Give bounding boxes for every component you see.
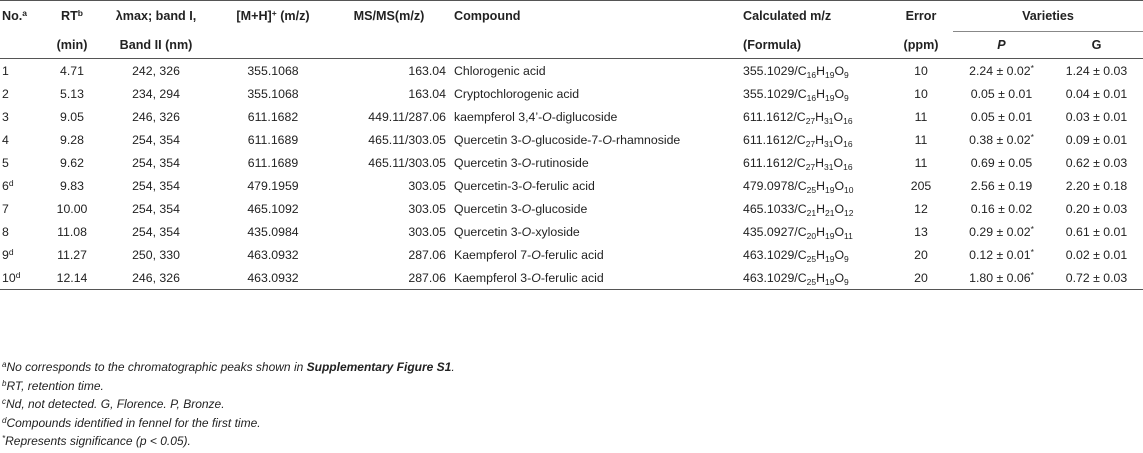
formula-count: 21: [824, 207, 835, 218]
cell-compound: [446, 128, 739, 151]
compound-part: Cryptochlorogenic acid: [454, 86, 580, 101]
header-variety-g: G: [1050, 32, 1143, 59]
variety-p-value: 0.05 ± 0.01: [970, 109, 1033, 124]
header-mh-blank: [214, 32, 332, 59]
cell-rt: 9.62: [60, 155, 84, 170]
cell-msms: 303.05: [408, 224, 446, 239]
footnote-b: $^b$RT, retention time.: [2, 378, 104, 393]
cell-mh: 611.1689: [247, 155, 299, 170]
cell-variety-g: 0.04 ± 0.01: [1065, 86, 1128, 101]
cell-error: 12: [914, 201, 928, 216]
no-superscript: d: [8, 177, 14, 188]
cell-error: 10: [914, 86, 928, 101]
cell-variety-g: 0.03 ± 0.01: [1065, 109, 1128, 124]
header-error: Error: [889, 1, 953, 32]
significance-mark: *: [1030, 223, 1034, 234]
no-value: 9: [2, 247, 9, 262]
compound-part: -rhamnoside: [611, 132, 681, 147]
table-row: [0, 220, 1143, 243]
formula-element: O: [834, 247, 845, 262]
formula-element: C: [797, 270, 807, 285]
cell-no: [0, 197, 46, 220]
cell-calculated: [739, 59, 889, 83]
calculated-mz: 463.1029/: [743, 270, 798, 285]
cell-rt: 5.13: [60, 86, 84, 101]
cell-msms: 303.05: [408, 178, 446, 193]
cell-msms: 465.11/303.05: [368, 155, 446, 170]
no-superscript: d: [15, 269, 21, 280]
cell-compound: [446, 174, 739, 197]
header-rt: $RT^b$: [46, 1, 98, 32]
no-value: 8: [2, 224, 9, 239]
cell-variety-p: [953, 105, 1050, 128]
formula-count: 9: [844, 276, 849, 287]
compound-part: -diglucoside: [551, 109, 618, 124]
cell-variety-p: [953, 82, 1050, 105]
variety-p-value: 0.29 ± 0.02: [969, 224, 1031, 239]
header-compound-blank: [446, 32, 739, 59]
cell-error: 205: [910, 178, 932, 193]
cell-no: [0, 174, 46, 197]
cell-no: [0, 151, 46, 174]
formula-element: C: [796, 109, 806, 124]
cell-rt: 10.00: [56, 201, 88, 216]
compound-part: O: [522, 178, 532, 193]
cell-lambda: 234, 294: [132, 86, 180, 101]
cell-rt: 12.14: [46, 266, 98, 290]
cell-variety-g: 0.72 ± 0.03: [1050, 266, 1143, 290]
cell-no: [0, 243, 46, 266]
compound-part: Quercetin 3-: [454, 132, 522, 147]
header-msms-blank: [332, 32, 446, 59]
cell-variety-p: [953, 59, 1050, 83]
cell-variety-p: [953, 266, 1050, 290]
compound-part: -ferulic acid: [540, 247, 604, 262]
formula-count: 16: [806, 92, 817, 103]
formula-count: 27: [805, 161, 816, 172]
compound-part: O: [521, 224, 532, 239]
no-value: 4: [2, 132, 9, 147]
formula-count: 21: [806, 207, 817, 218]
header-msms: MS/MS(m/z): [332, 1, 446, 32]
header-varieties: Varieties: [953, 1, 1143, 32]
cell-mh: 611.1689: [247, 132, 299, 147]
cell-rt: 9.28: [60, 132, 84, 147]
formula-element: C: [797, 247, 807, 262]
cell-calculated: [739, 197, 889, 220]
compound-part: -rutinoside: [531, 155, 589, 170]
no-superscript: d: [8, 246, 14, 257]
formula-count: 27: [805, 115, 816, 126]
formula-element: C: [797, 63, 807, 78]
footnote-c: $^c$Nd, not detected. G, Florence. P, Bronze.: [2, 397, 225, 411]
formula-count: 9: [844, 69, 849, 80]
cell-compound: [446, 266, 739, 290]
cell-compound: [446, 59, 739, 83]
cell-msms: 287.06: [332, 266, 446, 290]
formula-count: 16: [843, 138, 853, 149]
compound-part: -ferulic acid: [531, 178, 595, 193]
header-error-unit: (ppm): [903, 37, 939, 52]
table-row: [0, 197, 1143, 220]
cell-calculated: [739, 266, 889, 290]
compound-part: -glucoside: [531, 201, 588, 216]
calculated-mz: 465.1033/: [743, 201, 798, 216]
compound-part: Kaempferol 3-: [454, 270, 532, 285]
formula-element: H: [816, 201, 825, 216]
formula-element: H: [815, 109, 825, 124]
formula-count: 16: [843, 161, 853, 172]
cell-no: [0, 128, 46, 151]
formula-count: 19: [824, 230, 835, 241]
compound-part: -glucoside-7-: [531, 132, 603, 147]
cell-variety-p: [953, 128, 1050, 151]
header-lambda: λmax; band I,: [98, 1, 214, 32]
cell-rt: 4.71: [46, 59, 98, 83]
formula-element: O: [834, 86, 845, 101]
formula-count: 9: [844, 253, 849, 264]
calculated-mz: 435.0927/: [743, 224, 798, 239]
cell-lambda: 254, 354: [132, 132, 180, 147]
cell-variety-p: [953, 151, 1050, 174]
significance-mark: *: [1030, 62, 1034, 73]
cell-mh: 463.0932: [247, 247, 299, 262]
table-row: [0, 105, 1143, 128]
cell-no: [0, 266, 46, 290]
formula-count: 25: [806, 276, 817, 287]
formula-element: O: [833, 155, 844, 170]
cell-calculated: [739, 174, 889, 197]
cell-calculated: [739, 128, 889, 151]
formula-element: C: [797, 224, 807, 239]
header-no-blank: [0, 32, 46, 59]
compound-part: -xyloside: [531, 224, 580, 239]
cell-error: 20: [914, 247, 928, 262]
formula-element: H: [816, 270, 825, 285]
header-formula: (Formula): [743, 37, 802, 52]
cell-lambda: 254, 354: [132, 224, 180, 239]
cell-lambda: 250, 330: [132, 247, 180, 262]
header-lambda-2: Band II (nm): [119, 37, 193, 52]
formula-element: C: [796, 132, 806, 147]
no-value: 1: [2, 63, 9, 78]
cell-variety-p: [953, 197, 1050, 220]
formula-count: 10: [844, 184, 854, 195]
formula-element: H: [816, 63, 825, 78]
cell-rt: 9.05: [60, 109, 84, 124]
cell-variety-p: [953, 220, 1050, 243]
cell-calculated: [739, 243, 889, 266]
compound-part: Quercetin 3-: [454, 201, 522, 216]
variety-p-value: 0.69 ± 0.05: [970, 155, 1033, 170]
cell-msms: 303.05: [408, 201, 446, 216]
cell-no: [0, 59, 46, 83]
cell-msms: 163.04: [332, 59, 446, 83]
compound-part: O: [521, 201, 532, 216]
formula-count: 19: [824, 276, 835, 287]
formula-element: H: [816, 247, 825, 262]
cell-compound: [446, 197, 739, 220]
header-no: No.$^a$: [0, 1, 46, 32]
compound-part: kaempferol 3,4’-: [454, 109, 543, 124]
calculated-mz: 355.1029/: [743, 86, 798, 101]
formula-count: 31: [824, 138, 834, 149]
cell-mh: 611.1682: [247, 109, 299, 124]
compound-part: O: [521, 155, 532, 170]
cell-calculated: [739, 105, 889, 128]
cell-lambda: 246, 326: [132, 109, 180, 124]
table-row: [0, 151, 1143, 174]
cell-mh: 465.1092: [247, 201, 299, 216]
cell-lambda: 254, 354: [132, 201, 180, 216]
footnote-d: $^d$Compounds identified in fennel for the first time.: [2, 415, 261, 430]
variety-p-value: 2.24 ± 0.02: [969, 63, 1031, 78]
cell-calculated: [739, 220, 889, 243]
variety-p-value: 0.38 ± 0.02: [969, 132, 1031, 147]
formula-count: 19: [824, 184, 835, 195]
calculated-mz: 479.0978/: [743, 178, 798, 193]
compound-part: Quercetin-3-: [454, 178, 523, 193]
table-row: [0, 128, 1143, 151]
formula-count: 19: [824, 69, 835, 80]
cell-error: 10: [889, 59, 953, 83]
cell-rt: 11.27: [57, 247, 87, 262]
compound-part: O: [531, 247, 541, 262]
formula-element: C: [796, 155, 806, 170]
header-rt-unit: (min): [56, 37, 88, 52]
formula-count: 31: [824, 115, 834, 126]
formula-element: O: [834, 63, 845, 78]
formula-element: H: [815, 155, 825, 170]
compound-part: Chlorogenic acid: [454, 63, 546, 78]
variety-p-value: 2.56 ± 0.19: [970, 178, 1033, 193]
formula-element: C: [797, 86, 807, 101]
calculated-mz: 463.1029/: [743, 247, 798, 262]
formula-element: H: [816, 86, 825, 101]
formula-count: 19: [824, 253, 835, 264]
header-compound: Compound: [446, 1, 739, 32]
formula-count: 9: [844, 92, 849, 103]
cell-variety-g: 0.20 ± 0.03: [1065, 201, 1128, 216]
footnotes: [2, 358, 455, 451]
cell-lambda: 242, 326: [98, 59, 214, 83]
cell-no: [0, 220, 46, 243]
calculated-mz: 611.1612/: [743, 155, 797, 170]
formula-element: H: [815, 132, 825, 147]
cell-no: [0, 105, 46, 128]
cell-variety-g: 1.24 ± 0.03: [1050, 59, 1143, 83]
formula-element: C: [797, 201, 807, 216]
formula-element: O: [833, 132, 844, 147]
cell-variety-g: 0.62 ± 0.03: [1065, 155, 1128, 170]
no-value: 6: [2, 178, 9, 193]
cell-mh: 435.0984: [247, 224, 299, 239]
cell-error: 11: [914, 109, 928, 124]
compound-part: O: [521, 132, 532, 147]
cell-msms: 163.04: [408, 86, 446, 101]
variety-p-value: 0.05 ± 0.01: [970, 86, 1033, 101]
formula-element: O: [833, 109, 844, 124]
cell-mh: 463.0932: [214, 266, 332, 290]
no-value: 7: [2, 201, 9, 216]
cell-lambda: 254, 354: [132, 178, 180, 193]
table-row: [0, 174, 1143, 197]
calculated-mz: 355.1029/: [743, 63, 798, 78]
table-row: [0, 82, 1143, 105]
header-variety-p: P: [953, 32, 1050, 59]
compound-part: O: [602, 132, 612, 147]
header-calculated: Calculated m/z: [739, 1, 889, 32]
compound-part: O: [531, 270, 541, 285]
formula-count: 12: [844, 207, 854, 218]
variety-p-value: 0.16 ± 0.02: [970, 201, 1033, 216]
compound-part: -ferulic acid: [540, 270, 604, 285]
cell-calculated: [739, 151, 889, 174]
variety-p-value: 0.12 ± 0.01: [969, 247, 1031, 262]
variety-p-value: 1.80 ± 0.06: [969, 270, 1031, 285]
formula-count: 20: [806, 230, 817, 241]
formula-element: H: [816, 224, 825, 239]
cell-msms: 465.11/303.05: [368, 132, 446, 147]
cell-mh: 355.1068: [247, 86, 299, 101]
formula-count: 31: [824, 161, 834, 172]
cell-variety-g: 0.02 ± 0.01: [1065, 247, 1128, 262]
cell-compound: [446, 105, 739, 128]
cell-mh: 355.1068: [214, 59, 332, 83]
significance-mark: *: [1030, 246, 1034, 257]
cell-variety-g: 0.61 ± 0.01: [1065, 224, 1128, 239]
calculated-mz: 611.1612/: [743, 132, 797, 147]
cell-no: [0, 82, 46, 105]
formula-count: 11: [844, 230, 853, 241]
cell-compound: [446, 243, 739, 266]
cell-compound: [446, 151, 739, 174]
table-row: [0, 243, 1143, 266]
formula-count: 19: [824, 92, 835, 103]
cell-variety-g: 2.20 ± 0.18: [1065, 178, 1128, 193]
cell-compound: [446, 220, 739, 243]
cell-mh: 479.1959: [247, 178, 299, 193]
calculated-mz: 611.1612/: [743, 109, 797, 124]
cell-error: 11: [914, 155, 928, 170]
cell-msms: 449.11/287.06: [368, 109, 446, 124]
no-value: 10: [2, 270, 16, 285]
formula-count: 27: [805, 138, 816, 149]
cell-error: 11: [914, 132, 928, 147]
cell-variety-p: [953, 243, 1050, 266]
cell-calculated: [739, 82, 889, 105]
compound-part: Quercetin 3-: [454, 155, 522, 170]
footnote-significance: *Represents significance (p < 0.05).: [2, 434, 191, 448]
cell-lambda: 254, 354: [132, 155, 180, 170]
cell-rt: 9.83: [60, 178, 84, 193]
formula-element: O: [834, 270, 845, 285]
table-row: [0, 59, 1143, 83]
cell-error: 13: [914, 224, 928, 239]
cell-lambda: 246, 326: [98, 266, 214, 290]
cell-rt: 11.08: [57, 224, 87, 239]
significance-mark: *: [1030, 269, 1034, 280]
formula-element: O: [834, 178, 845, 193]
cell-compound: [446, 82, 739, 105]
no-value: 2: [2, 86, 9, 101]
cell-variety-g: 0.09 ± 0.01: [1065, 132, 1128, 147]
compound-part: O: [542, 109, 552, 124]
cell-error: 20: [889, 266, 953, 290]
no-value: 5: [2, 155, 9, 170]
compound-part: Quercetin 3-: [454, 224, 522, 239]
formula-element: C: [797, 178, 807, 193]
formula-count: 16: [806, 69, 817, 80]
significance-mark: *: [1030, 131, 1034, 142]
table-row: [0, 266, 1143, 290]
formula-count: 16: [843, 115, 853, 126]
cell-variety-p: [953, 174, 1050, 197]
formula-element: O: [834, 224, 845, 239]
cell-msms: 287.06: [408, 247, 446, 262]
formula-element: H: [816, 178, 825, 193]
footnote-a: $^a$No corresponds to the chromatographic peaks shown in Supplementary Figure S1.: [2, 360, 455, 374]
header-mh: [M+H]+ (m/z): [214, 1, 332, 32]
formula-count: 25: [806, 253, 817, 264]
formula-count: 25: [806, 184, 817, 195]
compound-part: Kaempferol 7-: [454, 247, 532, 262]
formula-element: O: [834, 201, 845, 216]
no-value: 3: [2, 109, 9, 124]
